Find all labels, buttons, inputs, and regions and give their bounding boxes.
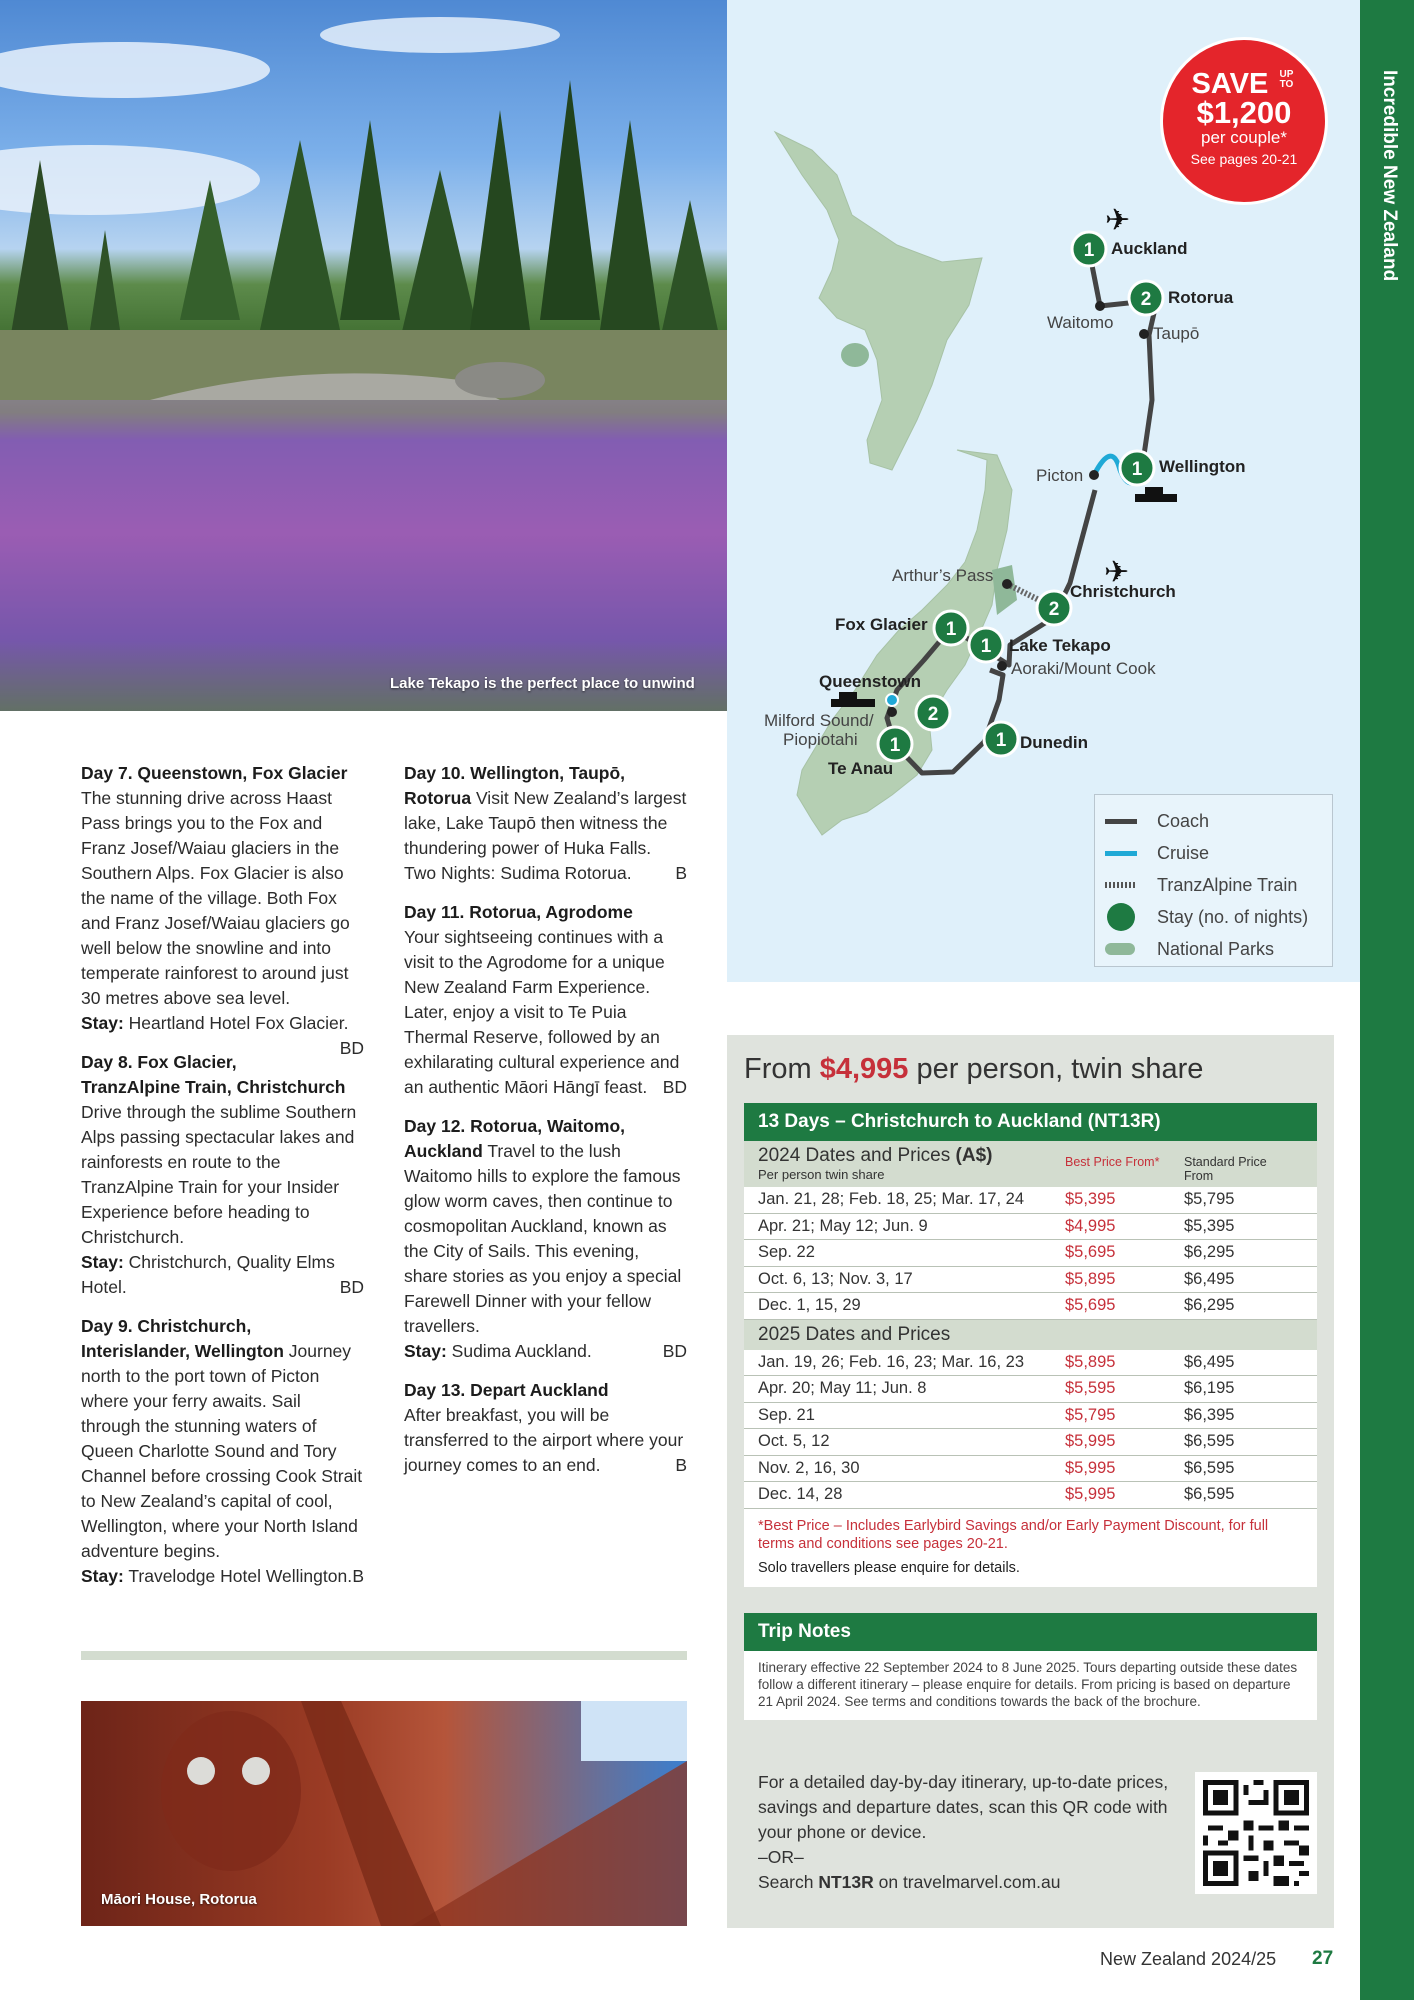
day-11-meals: BD bbox=[662, 1077, 687, 1097]
legend-coach-swatch bbox=[1105, 819, 1137, 824]
maori-house-caption: Māori House, Rotorua bbox=[101, 1891, 257, 1908]
label-rotorua: Rotorua bbox=[1168, 288, 1234, 307]
lake-tekapo-nights: 1 bbox=[980, 636, 992, 657]
page-number: 27 bbox=[1312, 1948, 1334, 1969]
day-9-text: Journey north to the port town of Picton where your ferry awaits. Sail through the stunning waters of Queen Charlotte Sound and Tory Channel before crossing Cook Strait to New Zealand’s capital of cool, Wellington, where your North Island adventure begins. bbox=[81, 1341, 363, 1561]
row-best-price: $5,595 bbox=[1065, 1379, 1116, 1398]
day-13-title: Day 13. Depart Auckland bbox=[404, 1380, 609, 1400]
day-12-stay-label: Stay: bbox=[404, 1341, 447, 1361]
legend-stay-swatch bbox=[1107, 903, 1135, 931]
from-prefix: From bbox=[744, 1053, 820, 1085]
label-taupo: Taupō bbox=[1153, 324, 1200, 343]
row-standard-price: $6,595 bbox=[1184, 1458, 1235, 1477]
row-best-price: $5,695 bbox=[1065, 1243, 1116, 1262]
row-best-price: $5,395 bbox=[1065, 1190, 1116, 1209]
day-9-stay-label: Stay: bbox=[81, 1566, 124, 1586]
north-island bbox=[775, 132, 982, 470]
day-12-stay: Sudima Auckland. bbox=[451, 1341, 592, 1361]
footer-title: New Zealand 2024/25 bbox=[1100, 1949, 1277, 1969]
day-10-stay: Sudima Rotorua. bbox=[500, 863, 632, 883]
row-best-price: $5,995 bbox=[1065, 1432, 1116, 1451]
day-11-text: Your sightseeing continues with a visit to the Agrodome for a unique New Zealand Farm Experience. Later, enjoy a visit to Te Puia Thermal Reserve, followed by an exhilarating cultural experience and an authentic Māori Hāngī feast. bbox=[404, 927, 680, 1097]
label-auckland: Auckland bbox=[1111, 239, 1188, 258]
badge-up-to: UP TO bbox=[1279, 69, 1294, 90]
qr-code[interactable] bbox=[1195, 1772, 1317, 1894]
table-row bbox=[744, 1240, 1317, 1267]
row-standard-price: $6,495 bbox=[1184, 1269, 1235, 1288]
section-2024-title: 2024 Dates and Prices bbox=[758, 1145, 956, 1166]
auckland-nights: 1 bbox=[1083, 240, 1095, 261]
save-badge bbox=[1160, 37, 1328, 205]
milford-dot bbox=[887, 707, 897, 717]
label-arthurs-pass: Arthur’s Pass bbox=[892, 566, 994, 585]
label-milford: Milford Sound/ bbox=[764, 711, 874, 730]
label-dunedin: Dunedin bbox=[1020, 733, 1088, 752]
day-9-title: Day 9. Christchurch, Interislander, Wellington bbox=[81, 1316, 284, 1361]
row-standard-price: $6,595 bbox=[1184, 1485, 1235, 1504]
search-code: NT13R bbox=[818, 1872, 874, 1892]
christchurch-nights: 2 bbox=[1048, 599, 1060, 620]
maori-house-photo bbox=[81, 1701, 687, 1926]
row-best-price: $5,895 bbox=[1065, 1352, 1116, 1371]
row-standard-price: $6,395 bbox=[1184, 1405, 1235, 1424]
day-12-text: Travel to the lush Waitomo hills to explore the famous glow worm caves, then continue to cosmopolitan Auckland, known as the City of Sails. This evening, share stories as you enjoy a special Farewell Dinner with your fellow travellers. bbox=[404, 1141, 682, 1336]
day-10-meals: B bbox=[675, 863, 687, 883]
picton-dot bbox=[1089, 470, 1099, 480]
day-9 bbox=[81, 1314, 364, 1589]
row-dates: Oct. 6, 13; Nov. 3, 17 bbox=[758, 1269, 913, 1288]
section-divider bbox=[81, 1651, 687, 1660]
legend-parks-swatch bbox=[1105, 943, 1135, 955]
day-7-title: Day 7. Queenstown, Fox Glacier bbox=[81, 763, 348, 783]
day-10-title: Day 10. Wellington, Taupō, Rotorua bbox=[404, 763, 626, 808]
qr-code-icon bbox=[1203, 1780, 1309, 1886]
day-8 bbox=[81, 1050, 364, 1300]
rows-2025 bbox=[744, 1350, 1317, 1509]
day-8-title: Day 8. Fox Glacier, TranzAlpine Train, Christchurch bbox=[81, 1052, 346, 1097]
table-row bbox=[744, 1456, 1317, 1483]
from-price: $4,995 bbox=[819, 1053, 909, 1085]
best-price-footnote: *Best Price – Includes Earlybird Savings and/or Early Payment Discount, for full terms and conditions see pages 20-21. bbox=[758, 1517, 1269, 1552]
day-10-text: Visit New Zealand’s largest lake, Lake Taupō then witness the thundering power of Huka Falls. bbox=[404, 788, 687, 858]
row-standard-price: $5,795 bbox=[1184, 1190, 1235, 1209]
label-christchurch: Christchurch bbox=[1070, 582, 1176, 601]
qr-info bbox=[758, 1770, 1178, 1895]
legend-cruise-swatch bbox=[1105, 851, 1137, 856]
day-9-meals: B bbox=[352, 1566, 364, 1586]
day-8-stay: Christchurch, Quality Elms Hotel. bbox=[81, 1252, 335, 1297]
legend-cruise: Cruise bbox=[1157, 842, 1210, 863]
row-dates: Sep. 22 bbox=[758, 1243, 815, 1262]
route-map bbox=[727, 0, 1360, 982]
legend-stay: Stay (no. of nights) bbox=[1157, 906, 1309, 927]
search-prefix: Search bbox=[758, 1872, 819, 1892]
day-7-meals: BD bbox=[339, 1038, 364, 1058]
taupo-dot bbox=[1139, 329, 1149, 339]
table-row bbox=[744, 1187, 1317, 1214]
section-2025-title: 2025 Dates and Prices bbox=[744, 1320, 1317, 1350]
day-13-text: After breakfast, you will be transferred to the airport where your journey comes to an end. bbox=[404, 1405, 684, 1475]
day-11-title: Day 11. Rotorua, Agrodome bbox=[404, 902, 633, 922]
label-picton: Picton bbox=[1036, 466, 1084, 485]
itinerary-column-2 bbox=[404, 761, 687, 1492]
day-13 bbox=[404, 1378, 687, 1478]
tongariro-park bbox=[841, 343, 869, 367]
table-row bbox=[744, 1429, 1317, 1456]
legend-train: TranzAlpine Train bbox=[1157, 874, 1298, 895]
price-table bbox=[744, 1103, 1317, 1587]
label-te-anau: Te Anau bbox=[828, 759, 894, 778]
side-tab bbox=[1360, 0, 1414, 2000]
from-price-heading bbox=[744, 1053, 1203, 1086]
row-standard-price: $6,495 bbox=[1184, 1352, 1235, 1371]
label-wellington: Wellington bbox=[1159, 457, 1246, 476]
queenstown-nights: 2 bbox=[927, 704, 939, 725]
label-queenstown: Queenstown bbox=[819, 672, 922, 691]
table-row bbox=[744, 1267, 1317, 1294]
map-legend bbox=[1094, 794, 1333, 967]
day-12 bbox=[404, 1114, 687, 1364]
badge-per: per couple* bbox=[1200, 128, 1287, 147]
table-row bbox=[744, 1403, 1317, 1430]
day-7-stay-label: Stay: bbox=[81, 1013, 124, 1033]
legend-train-swatch bbox=[1105, 882, 1137, 888]
day-9-stay: Travelodge Hotel Wellington. bbox=[128, 1566, 353, 1586]
row-best-price: $4,995 bbox=[1065, 1216, 1116, 1235]
day-13-meals: B bbox=[675, 1455, 687, 1475]
row-best-price: $5,695 bbox=[1065, 1296, 1116, 1315]
label-fox-glacier: Fox Glacier bbox=[835, 615, 928, 634]
table-row bbox=[744, 1376, 1317, 1403]
rows-2024 bbox=[744, 1187, 1317, 1320]
ferry-icon bbox=[1135, 487, 1177, 502]
legend-coach: Coach bbox=[1157, 810, 1210, 831]
fox-glacier-nights: 1 bbox=[945, 619, 957, 640]
hero-caption: Lake Tekapo is the perfect place to unwind bbox=[390, 675, 695, 692]
day-12-meals: BD bbox=[662, 1341, 687, 1361]
label-waitomo: Waitomo bbox=[1047, 313, 1114, 332]
row-dates: Apr. 20; May 11; Jun. 8 bbox=[758, 1379, 927, 1398]
mount-cook-dot bbox=[997, 661, 1007, 671]
day-8-stay-label: Stay: bbox=[81, 1252, 124, 1272]
waitomo-dot bbox=[1095, 301, 1105, 311]
day-10 bbox=[404, 761, 687, 886]
label-mount-cook: Aoraki/Mount Cook bbox=[1011, 659, 1156, 678]
day-7-text: The stunning drive across Haast Pass brings you to the Fox and Franz Josef/Waiau glaciers in the Southern Alps. Fox Glacier is also the name of the village. Both Fox and Franz Josef/Waiau glaciers go well below the snowline and into temperate rainforest to around just 30 metres above sea level. bbox=[81, 788, 350, 1008]
col-best-header: Best Price From* bbox=[1065, 1155, 1160, 1169]
tour-title: 13 Days – Christchurch to Auckland (NT13R) bbox=[744, 1103, 1317, 1141]
row-dates: Oct. 5, 12 bbox=[758, 1432, 830, 1451]
label-piopiotahi: Piopiotahi bbox=[783, 730, 858, 749]
table-row bbox=[744, 1293, 1317, 1320]
row-dates: Sep. 21 bbox=[758, 1405, 815, 1424]
row-dates: Jan. 21, 28; Feb. 18, 25; Mar. 17, 24 bbox=[758, 1190, 1025, 1209]
day-7-stay: Heartland Hotel Fox Glacier. bbox=[128, 1013, 349, 1033]
day-8-meals: BD bbox=[339, 1277, 364, 1297]
te-anau-nights: 1 bbox=[889, 735, 901, 756]
side-tab-label: Incredible New Zealand bbox=[1379, 70, 1400, 282]
table-row bbox=[744, 1482, 1317, 1509]
row-dates: Dec. 14, 28 bbox=[758, 1485, 843, 1504]
solo-note: Solo travellers please enquire for details. bbox=[758, 1559, 1020, 1576]
arthurs-pass-dot bbox=[1002, 579, 1012, 589]
day-10-stay-label: Two Nights: bbox=[404, 863, 496, 883]
row-dates: Nov. 2, 16, 30 bbox=[758, 1458, 860, 1477]
hero-photo bbox=[0, 0, 727, 711]
day-7 bbox=[81, 761, 364, 1058]
badge-see: See pages 20-21 bbox=[1190, 151, 1298, 167]
day-12-title: Day 12. Rotorua, Waitomo, Auckland bbox=[404, 1116, 626, 1161]
hero-illustration bbox=[0, 0, 727, 711]
day-8-text: Drive through the sublime Southern Alps passing spectacular lakes and rainforests en route to the TranzAlpine Train for your Insider Experience before heading to Christchurch. bbox=[81, 1102, 357, 1247]
from-suffix: per person, twin share bbox=[908, 1053, 1204, 1085]
qr-or: –OR– bbox=[758, 1847, 804, 1867]
row-standard-price: $6,295 bbox=[1184, 1243, 1235, 1262]
row-best-price: $5,895 bbox=[1065, 1269, 1116, 1288]
label-lake-tekapo: Lake Tekapo bbox=[1009, 636, 1111, 655]
row-best-price: $5,995 bbox=[1065, 1485, 1116, 1504]
section-2024-currency: (A$) bbox=[955, 1145, 993, 1166]
rotorua-nights: 2 bbox=[1140, 289, 1152, 310]
row-dates: Jan. 19, 26; Feb. 16, 23; Mar. 16, 23 bbox=[758, 1352, 1025, 1371]
row-standard-price: $5,395 bbox=[1184, 1216, 1235, 1235]
queenstown-dot bbox=[886, 694, 898, 706]
day-11 bbox=[404, 900, 687, 1100]
row-best-price: $5,795 bbox=[1065, 1405, 1116, 1424]
search-suffix: on travelmarvel.com.au bbox=[873, 1872, 1061, 1892]
price-panel bbox=[727, 1035, 1334, 1928]
trip-notes-text: Itinerary effective 22 September 2024 to 8 June 2025. Tours departing outside these dates follow a different itinerary – please enquire for details. From pricing is based on departure 21 April 2024. See terms and conditions towards the back of the brochure. bbox=[758, 1660, 1298, 1709]
legend-parks: National Parks bbox=[1157, 938, 1275, 959]
auckland-plane-icon: ✈ bbox=[1105, 203, 1131, 238]
section-2024-sub: Per person twin share bbox=[758, 1167, 885, 1182]
christchurch-plane-icon: ✈ bbox=[1104, 555, 1130, 590]
badge-amount: $1,200 bbox=[1196, 95, 1292, 130]
row-standard-price: $6,295 bbox=[1184, 1296, 1235, 1315]
table-row bbox=[744, 1214, 1317, 1241]
dunedin-nights: 1 bbox=[995, 730, 1007, 751]
row-dates: Apr. 21; May 12; Jun. 9 bbox=[758, 1216, 928, 1235]
badge-save: SAVE bbox=[1191, 68, 1269, 100]
wellington-nights: 1 bbox=[1131, 459, 1143, 480]
col-standard-header: Standard Price From bbox=[1184, 1155, 1267, 1183]
row-standard-price: $6,595 bbox=[1184, 1432, 1235, 1451]
qr-text: For a detailed day-by-day itinerary, up-to-date prices, savings and departure dates, scan this QR code with your phone or device. bbox=[758, 1772, 1169, 1842]
trip-notes-title: Trip Notes bbox=[744, 1613, 1317, 1651]
row-standard-price: $6,195 bbox=[1184, 1379, 1235, 1398]
row-best-price: $5,995 bbox=[1065, 1458, 1116, 1477]
trip-notes bbox=[744, 1613, 1317, 1720]
row-dates: Dec. 1, 15, 29 bbox=[758, 1296, 861, 1315]
table-row bbox=[744, 1350, 1317, 1377]
table-header-2024 bbox=[744, 1141, 1317, 1187]
itinerary-column-1 bbox=[81, 761, 364, 1603]
